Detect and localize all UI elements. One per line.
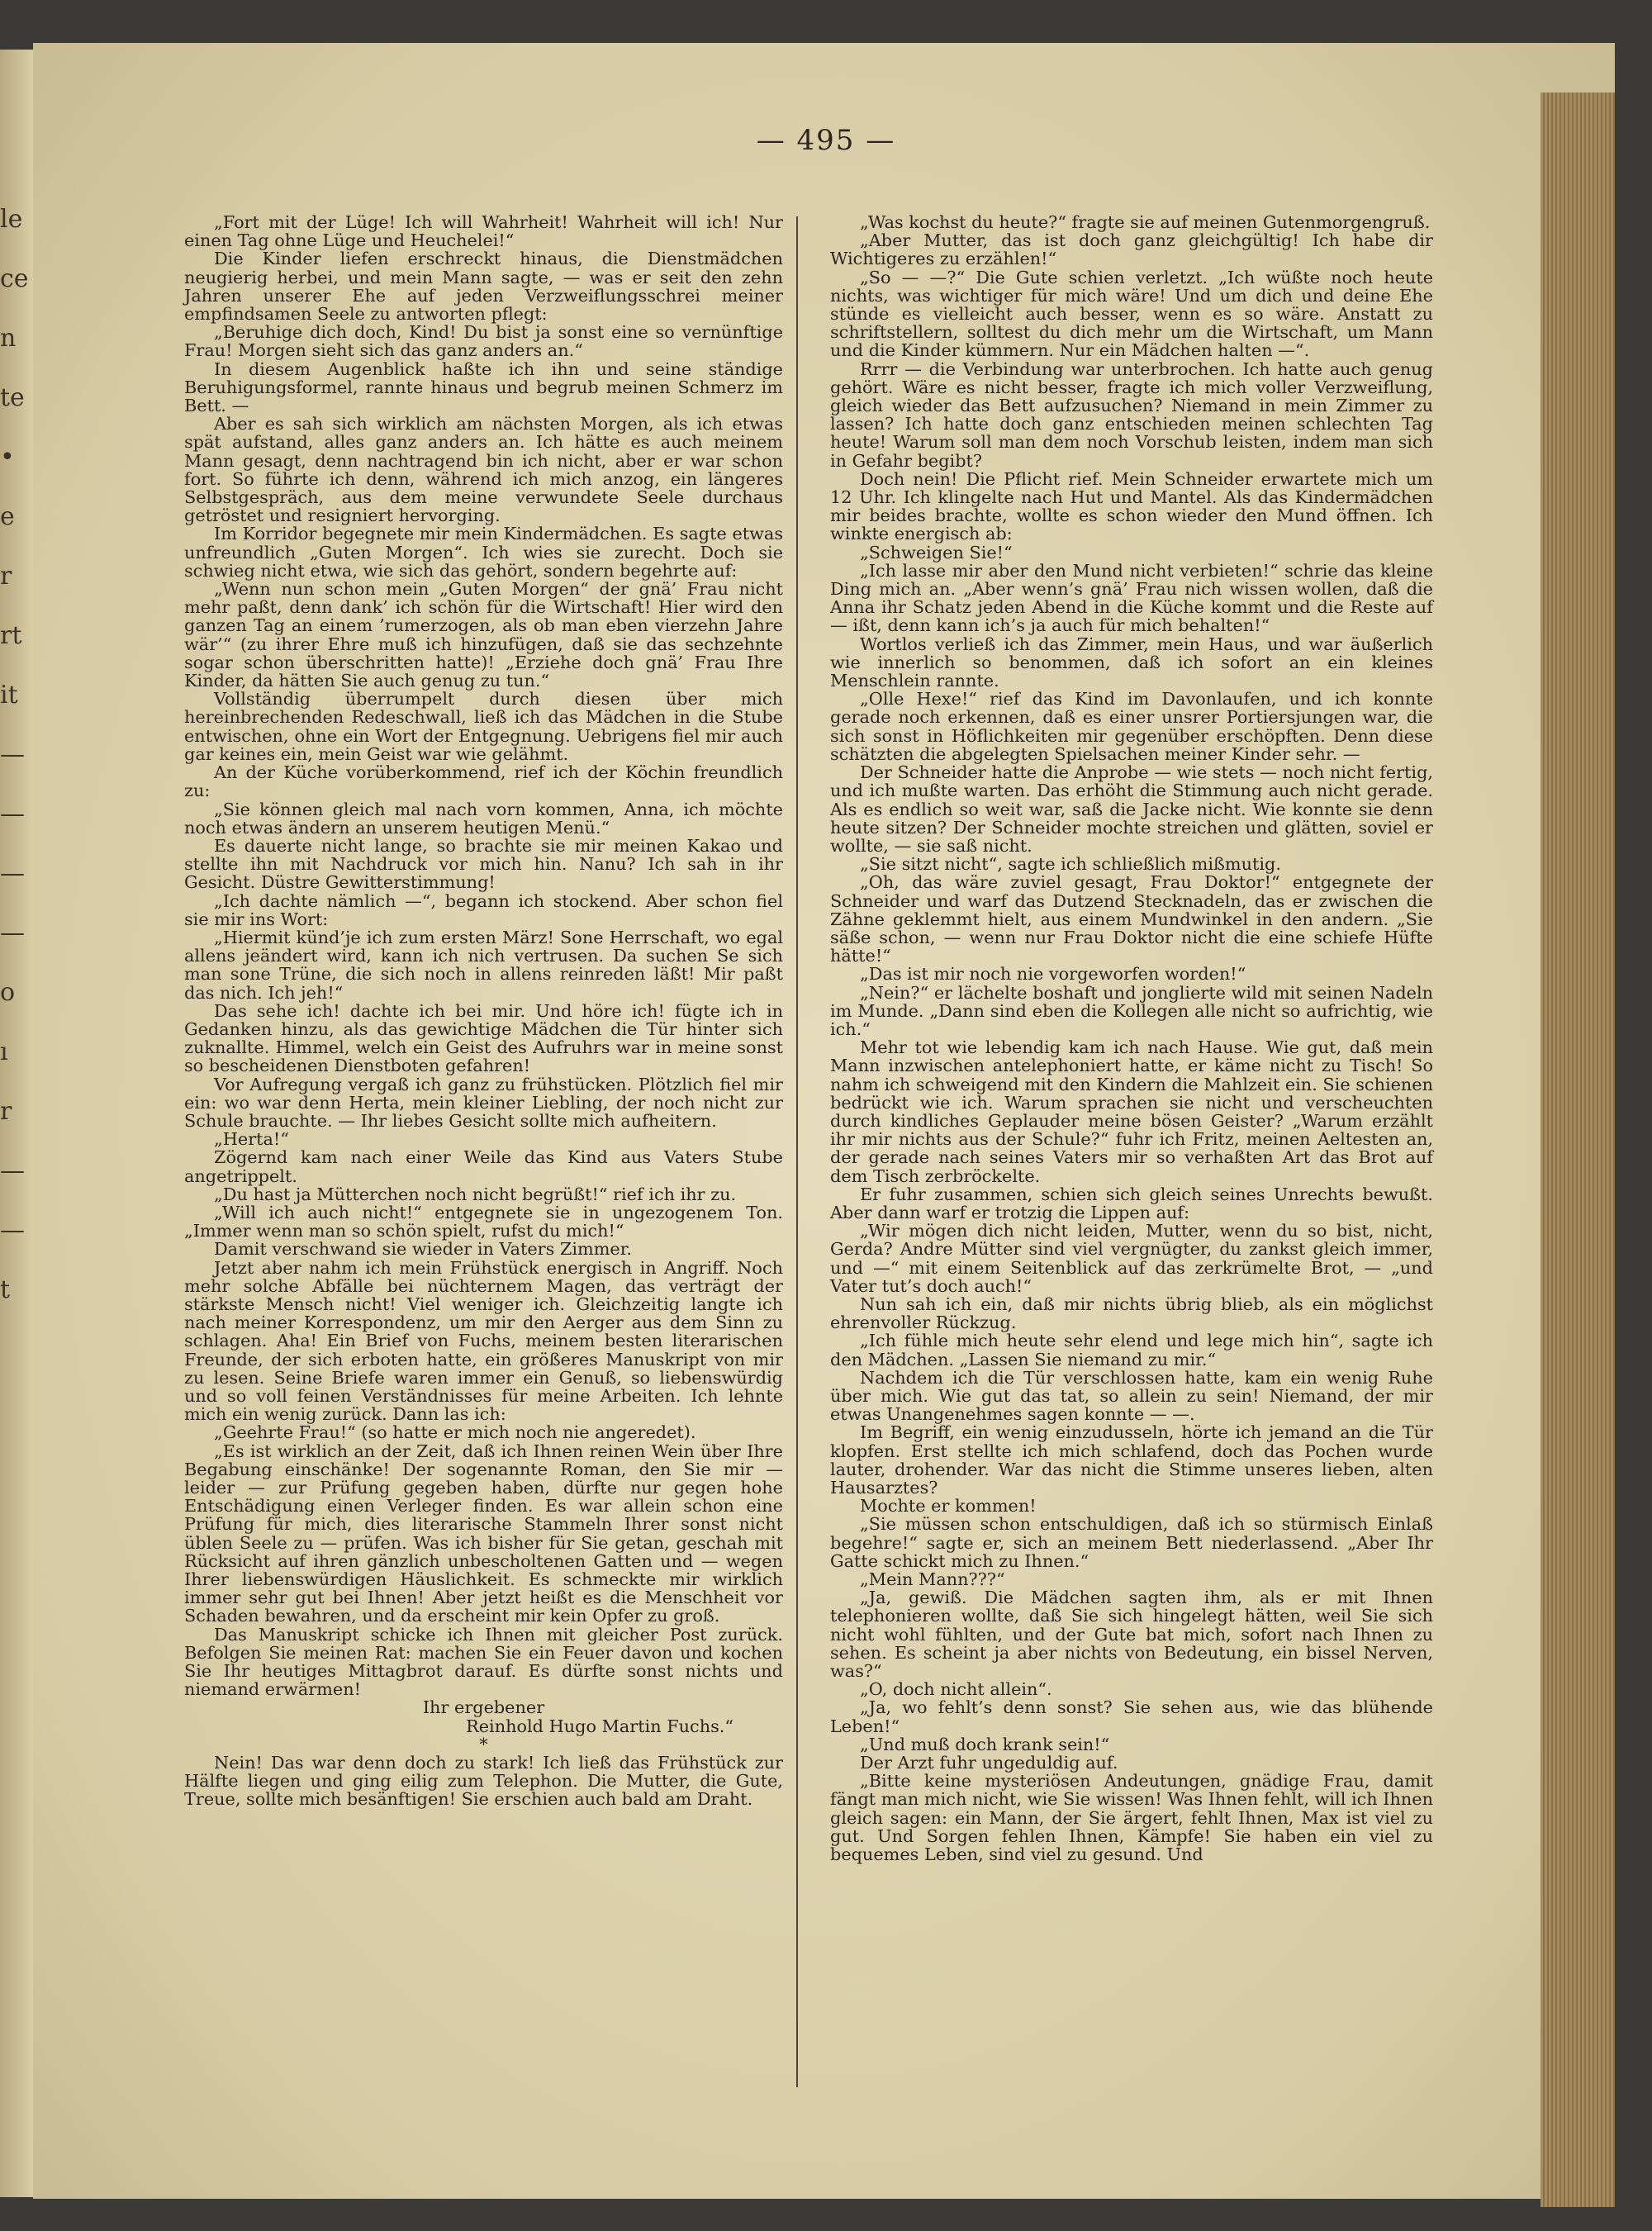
margin-fragment: — bbox=[0, 859, 25, 888]
paragraph: „Ich fühle mich heute sehr elend und lege mich hin“, sagte ich den Mädchen. „Lassen Sie niemand zu mir.“ bbox=[830, 1331, 1433, 1369]
margin-fragment: le bbox=[0, 205, 23, 234]
paragraph: Aber es sah sich wirklich am nächsten Morgen, als ich etwas spät aufstand, alles ganz anders an. Ich hätte es auch meinem Mann gesagt, denn nachtragend bin ich nicht, aber er war schon fort. So führte ich denn, während ich mich anzog, ein längeres Selbstgespräch, aus dem meine verwundete Seele durchaus getröstet und resigniert hervorging. bbox=[184, 414, 783, 526]
paragraph: Jetzt aber nahm ich mein Frühstück energisch in Angriff. Noch mehr solche Abfälle bei nüchternem Magen, das verträgt der stärkste Mensch nicht! Viel weniger ich. Gleichzeitig langte ich nach meiner Korrespondenz, um mir den Aerger aus dem Sinn zu schlagen. Aha! Ein Brief von Fuchs, meinem besten literarischen Freunde, der sich erboten hatte, ein größeres Manuskript von mir zu lesen. Seine Briefe waren immer ein Genuß, so liebenswürdig und so voll feinen Verständnisses für meine Arbeiten. Ich lehnte mich ein wenig zurück. Dann las ich: bbox=[184, 1257, 783, 1425]
margin-fragment: — bbox=[0, 800, 25, 828]
paragraph: „Fort mit der Lüge! Ich will Wahrheit! Wahrheit will ich! Nur einen Tag ohne Lüge und Heuchelei!“ bbox=[184, 212, 783, 251]
paragraph: Vollständig überrumpelt durch diesen über mich hereinbrechenden Redeschwall, ließ ich das Mädchen in die Stube entwischen, ohne ein Wort der Entgegnung. Uebrigens fiel mir auch gar keines ein, mein Geist war wie gelähmt. bbox=[184, 689, 783, 764]
paragraph: Wortlos verließ ich das Zimmer, mein Haus, und war äußerlich wie innerlich so benommen, daß ich sofort an ein kleines Menschlein rannte. bbox=[830, 634, 1433, 691]
left-column bbox=[184, 213, 783, 1809]
paragraph: Vor Aufregung vergaß ich ganz zu frühstücken. Plötzlich fiel mir ein: wo war denn Herta, mein kleiner Liebling, der noch nicht zur Schule brauchte. — Ihr liebes Gesicht sollte mich aufheitern. bbox=[184, 1074, 783, 1131]
margin-fragment: rt bbox=[0, 621, 22, 650]
margin-fragment: — bbox=[0, 1156, 25, 1185]
paragraph: Rrrr — die Verbindung war unterbrochen. Ich hatte auch genug gehört. Wäre es nicht besser, fragte ich mich voller Verzweiflung, gleich wieder das Bett aufzusuchen? Niemand in mein Zimmer zu lassen? Ich hatte doch ganz entschieden meinen schlechten Tag heute! Warum soll man dem noch Vorschub leisten, indem man sich in Gefahr begibt? bbox=[830, 358, 1433, 471]
margin-fragment: o bbox=[0, 978, 16, 1007]
paragraph: Der Arzt fuhr ungeduldig auf. bbox=[860, 1753, 1118, 1773]
paragraph: „Wenn nun schon mein „Guten Morgen“ der gnä’ Frau nicht mehr paßt, denn dank’ ich schön für die Wirtschaft! Hier wird den ganzen Tag an einem ’rumerzogen, als ob man eben vierzehn Jahre wär’“ (zu ihrer Ehre muß ich hinzufügen, daß sie das sechzehnte sogar schon überschritten hatte)! „Erziehe doch gnä’ Frau Ihre Kinder, da hätten Sie auch genug zu tun.“ bbox=[184, 579, 783, 691]
paragraph: „Sie müssen schon entschuldigen, daß ich so stürmisch Einlaß begehre!“ sagte er, sich an meinem Bett niederlassend. „Aber Ihr Gatte schickt mich zu Ihnen.“ bbox=[830, 1514, 1433, 1571]
letter-signature: Reinhold Hugo Martin Fuchs.“ bbox=[466, 1716, 733, 1736]
paragraph: An der Küche vorüberkommend, rief ich der Köchin freundlich zu: bbox=[184, 762, 783, 801]
paragraph: Nachdem ich die Tür verschlossen hatte, kam ein wenig Ruhe über mich. Wie gut das tat, so allein zu sein! Niemand, der mir etwas Unangenehmes sagen konnte — —. bbox=[830, 1367, 1433, 1425]
paragraph: In diesem Augenblick haßte ich ihn und seine ständige Beruhigungsformel, rannte hinaus und begrub meinen Schmerz im Bett. — bbox=[184, 358, 783, 416]
paragraph: Der Schneider hatte die Anprobe — wie stets — noch nicht fertig, und ich mußte warten. Das erhöht die Stimmung auch nicht gerade. Als es endlich so weit war, saß die Jacke nicht. Wie konnte sie denn heute sitzen? Der Schneider mochte streichen und glätten, soviel er wollte, — sie saß nicht. bbox=[830, 762, 1433, 856]
paragraph: „Will ich auch nicht!“ entgegnete sie in ungezogenem Ton. „Immer wenn man so schön spielt, rufst du mich!“ bbox=[184, 1202, 783, 1241]
margin-fragment: t bbox=[0, 1275, 11, 1304]
paragraph: Nein! Das war denn doch zu stark! Ich ließ das Frühstück zur Hälfte liegen und ging eilig zum Telephon. Die Mutter, die Gute, Treue, sollte mich besänftigen! Sie erschien auch bald am Draht. bbox=[184, 1753, 783, 1810]
paragraph: „Aber Mutter, das ist doch ganz gleichgültig! Ich habe dir Wichtigeres zu erzählen!“ bbox=[830, 230, 1433, 269]
paragraph: „Sie sitzt nicht“, sagte ich schließlich mißmutig. bbox=[860, 854, 1281, 875]
paragraph: „Hiermit künd’je ich zum ersten März! Sone Herrschaft, wo egal allens jeändert wird, kann ich nich vertrusen. Da suchen Se sich man sone Trüne, die sich noch in allens reinreden läßt! Mir paßt das nich. Ich jeh!“ bbox=[184, 927, 783, 1003]
paragraph: Er fuhr zusammen, schien sich gleich seines Unrechts bewußt. Aber dann warf er trotzig die Lippen auf: bbox=[830, 1184, 1433, 1222]
margin-fragment: it bbox=[0, 681, 18, 710]
paragraph: „Ich dachte nämlich —“, begann ich stockend. Aber schon fiel sie mir ins Wort: bbox=[184, 890, 783, 929]
paragraph: „Du hast ja Mütterchen noch nicht begrüßt!“ rief ich ihr zu. bbox=[214, 1184, 737, 1204]
paragraph: „Und muß doch krank sein!“ bbox=[860, 1734, 1110, 1754]
margin-fragment: ı bbox=[0, 1037, 8, 1066]
section-separator: * bbox=[479, 1734, 488, 1754]
paragraph: Doch nein! Die Pflicht rief. Mein Schneider erwartete mich um 12 Uhr. Ich klingelte nach Hut und Mantel. Als das Kindermädchen mir beides brachte, wollte es schon wieder den Mund öffnen. Ich winkte energisch ab: bbox=[830, 468, 1433, 544]
paragraph: „Schweigen Sie!“ bbox=[860, 542, 1013, 562]
margin-fragment: te bbox=[0, 383, 25, 412]
paragraph: Die Kinder liefen erschreckt hinaus, die Dienstmädchen neugierig herbei, und mein Mann sagte, — was er seit den zehn Jahren unserer Ehe auf jeden Verzweiflungsschrei meiner empfindsamen Seele zu antworten pflegt: bbox=[184, 249, 783, 325]
paragraph: „Mein Mann???“ bbox=[860, 1569, 1005, 1590]
paragraph: Das sehe ich! dachte ich bei mir. Und höre ich! fügte ich in Gedanken hinzu, als das gewichtige Mädchen die Tür hinter sich zuknallte. Himmel, welch ein Geist des Aufruhrs war in meine sonst so bescheidenen Dienstboten gefahren! bbox=[184, 1000, 783, 1076]
paragraph: „Wir mögen dich nicht leiden, Mutter, wenn du so bist, nicht, Gerda? Andre Mütter sind viel vergnügter, du zankst gleich immer, und —“ mit einem Seitenblick auf das zerkrümelte Brot, — „und Vater tut’s doch auch!“ bbox=[830, 1221, 1433, 1296]
paragraph: „Geehrte Frau!“ (so hatte er mich noch nie angeredet). bbox=[214, 1422, 696, 1443]
paragraph: „Was kochst du heute?“ fragte sie auf meinen Gutenmorgengruß. bbox=[860, 212, 1431, 232]
column-divider bbox=[796, 216, 798, 2087]
paragraph: „Nein?“ er lächelte boshaft und jonglierte wild mit seinen Nadeln im Munde. „Dann sind eben die Kollegen alle nicht so aufrichtig, wie ich.“ bbox=[830, 982, 1433, 1039]
margin-fragment: ce bbox=[0, 264, 29, 293]
paragraph: Im Korridor begegnete mir mein Kindermädchen. Es sagte etwas unfreundlich „Guten Morgen“. Ich wies sie zurecht. Doch sie schwieg nicht etwa, wie sich das gehört, sondern begehrte auf: bbox=[184, 524, 783, 581]
paragraph: „So — —?“ Die Gute schien verletzt. „Ich wüßte noch heute nichts, was wichtiger für mich wäre! Und um dich und deine Ehe stünde es vielleicht auch besser, wenn es so wäre. Anstatt zu schriftstellern, solltest du dich mehr um die Wirtschaft, um Mann und die Kinder kümmern. Nur ein Mädchen halten —“. bbox=[830, 267, 1433, 361]
paragraph: „Es ist wirklich an der Zeit, daß ich Ihnen reinen Wein über Ihre Begabung einschänke! Der sogenannte Roman, den Sie mir — leider — zur Prüfung gegeben haben, dürfte nur gegen hohe Entschädigung einen Verleger finden. Es war allein schon eine Prüfung für mich, dies literarische Stammeln Ihrer sonst nicht üblen Seele zu — prüfen. Was ich bisher für Sie getan, geschah mit Rücksicht auf ihren gänzlich unbescholtenen Gatten und — wegen Ihrer liebenswürdigen Häuslichkeit. Es schmeckte mir wirklich immer sehr gut bei Ihnen! Aber jetzt heißt es die Menschheit vor Schaden bewahren, und da erscheint mir kein Opfer zu groß. bbox=[184, 1441, 783, 1626]
margin-fragment: n bbox=[0, 324, 17, 353]
paragraph: „Ja, wo fehlt’s denn sonst? Sie sehen aus, wie das blühende Leben!“ bbox=[830, 1697, 1433, 1736]
margin-fragment: e bbox=[0, 502, 15, 531]
paragraph: „Oh, das wäre zuviel gesagt, Frau Doktor!“ entgegnete der Schneider und warf das Dutzend Stecknadeln, das er zwischen die Zähne geklemmt hielt, aus einem Mundwinkel in den andern. „Sie säße schon, — wenn nur Frau Doktor nicht die eine schiefe Hüfte hätte!“ bbox=[830, 872, 1433, 966]
paragraph: „Sie können gleich mal nach vorn kommen, Anna, ich möchte noch etwas ändern an unserem heutigen Menü.“ bbox=[184, 799, 783, 838]
margin-fragment: — bbox=[0, 1216, 25, 1245]
paragraph: Mehr tot wie lebendig kam ich nach Hause. Wie gut, daß mein Mann inzwischen antelephoniert hatte, er käme nicht zu Tisch! So nahm ich schweigend mit den Kindern die Mahlzeit ein. Sie schienen bedrückt wie ich. Warum sprachen sie nicht und verscheuchten durch kindliches Geplauder meine bösen Geister? „Warum erzählt ihr mir nichts aus der Schule?“ fuhr ich Fritz, meinen Aeltesten an, der gerade nach seines Vaters mir so verhaßten Art das Brot auf dem Tisch zerbröckelte. bbox=[830, 1037, 1434, 1186]
letter-closing: Ihr ergebener bbox=[422, 1697, 545, 1718]
paragraph: „Olle Hexe!“ rief das Kind im Davonlaufen, und ich konnte gerade noch erkennen, daß es einer unsrer Portiersjungen war, die sich sonst in Höflichkeiten mir gegenüber erschöpften. Denn diese schätzten die abgelegten Spielsachen meiner Kinder sehr. — bbox=[830, 689, 1433, 764]
paragraph: „Das ist mir noch nie vorgeworfen worden!“ bbox=[860, 964, 1246, 985]
paragraph: Nun sah ich ein, daß mir nichts übrig blieb, als ein möglichst ehrenvoller Rückzug. bbox=[830, 1294, 1433, 1333]
margin-fragment: • bbox=[0, 443, 15, 472]
margin-fragment: — bbox=[0, 919, 25, 947]
margin-fragment: — bbox=[0, 740, 25, 769]
paragraph: Das Manuskript schicke ich Ihnen mit gleicher Post zurück. Befolgen Sie meinen Rat: machen Sie ein Feuer davon und kochen Sie Ihr heutiges Mittagbrot darauf. Es dürfte sonst nichts und niemand erwärmen! bbox=[184, 1624, 783, 1700]
paragraph: „Bitte keine mysteriösen Andeutungen, gnädige Frau, damit fängt man mich nicht, wie Sie wissen! Was Ihnen fehlt, will ich Ihnen gleich sagen: ein Mann, der Sie ärgert, fehlt Ihnen, Max ist viel zu gut. Und Sorgen fehlen Ihnen, Kämpfe! Sie haben ein viel zu bequemes Leben, sind viel zu gesund. Und bbox=[830, 1771, 1433, 1865]
margin-fragment: r bbox=[0, 1097, 12, 1126]
paragraph: Es dauerte nicht lange, so brachte sie mir meinen Kakao und stellte ihn mit Nachdruck vor mich hin. Nanu? Ich sah in ihr Gesicht. Düstre Gewitterstimmung! bbox=[184, 835, 783, 893]
paragraph: „O, doch nicht allein“. bbox=[860, 1679, 1052, 1700]
previous-page-margin-text bbox=[0, 190, 29, 1320]
page-stack-edges bbox=[1540, 93, 1615, 2207]
page-number: — 495 — bbox=[756, 124, 896, 157]
paragraph: „Herta!“ bbox=[214, 1129, 289, 1150]
paragraph: „Beruhige dich doch, Kind! Du bist ja sonst eine so vernünftige Frau! Morgen sieht sich das ganz anders an.“ bbox=[184, 322, 783, 361]
paragraph: Zögernd kam nach einer Weile das Kind aus Vaters Stube angetrippelt. bbox=[184, 1147, 783, 1186]
paragraph: „Ich lasse mir aber den Mund nicht verbieten!“ schrie das kleine Ding mich an. „Aber wenn’s gnä’ Frau nich wissen wollen, daß die Anna ihr Schatz jeden Abend in die Küche kommt und die Reste auf — ißt, denn kann ich’s ja auch für mich behalten!“ bbox=[830, 560, 1433, 636]
right-column bbox=[830, 213, 1433, 1863]
margin-fragment: r bbox=[0, 562, 12, 591]
paragraph: Mochte er kommen! bbox=[860, 1496, 1037, 1517]
paragraph: Damit verschwand sie wieder in Vaters Zimmer. bbox=[214, 1239, 632, 1260]
paragraph: Im Begriff, ein wenig einzudusseln, hörte ich jemand an die Tür klopfen. Erst stellte ich mich schlafend, doch das Pochen wurde lauter, drohender. War das nicht die Stimme unseres lieben, alten Hausarztes? bbox=[830, 1422, 1433, 1498]
paragraph: „Ja, gewiß. Die Mädchen sagten ihm, als er mit Ihnen telephonieren wollte, daß Sie sich hingelegt hätten, weil Sie sich nicht wohl fühlten, und der Gute bat mich, sofort nach Ihnen zu sehen. Es scheint ja aber nichts von Bedeutung, ein bissel Nerven, was?“ bbox=[830, 1588, 1433, 1682]
